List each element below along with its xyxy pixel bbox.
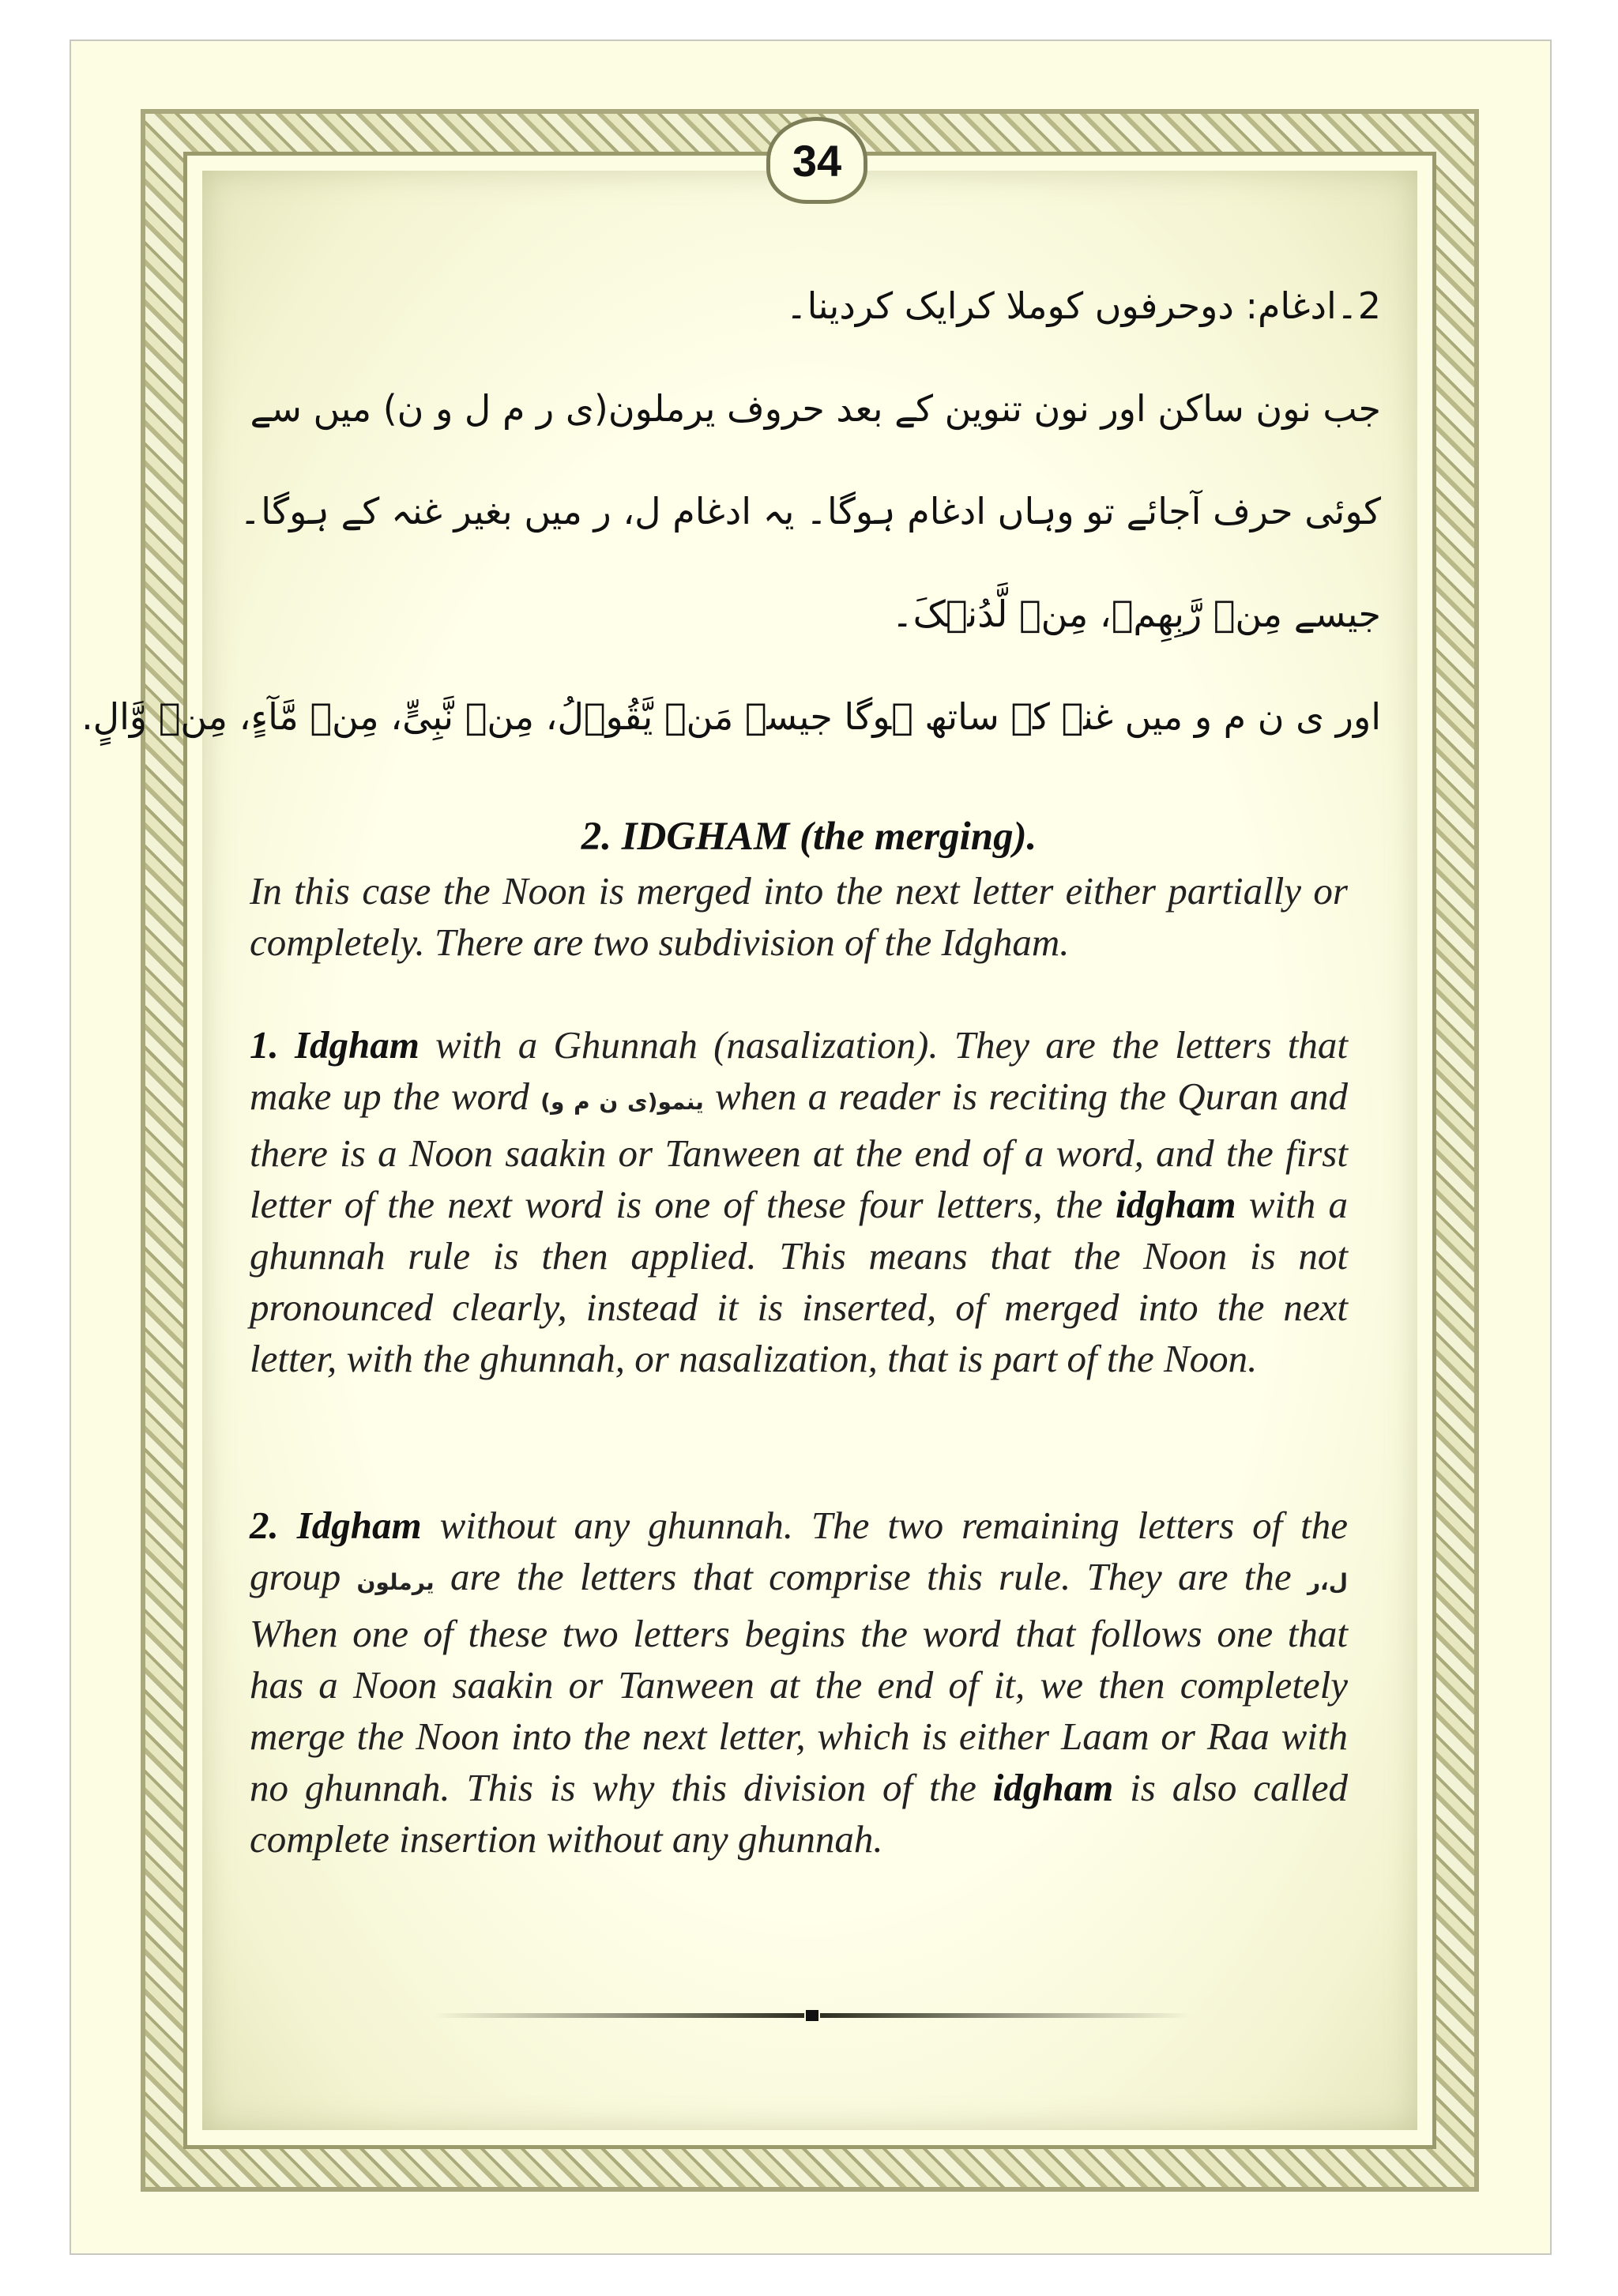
p2-lead: 2. Idgham xyxy=(250,1504,422,1547)
urdu-line-3: کوئی حرف آجائے تو وہاں ادغام ہوگا۔ یہ ادغام ل، ر میں بغیر غنہ کے ہوگا۔ xyxy=(239,490,1381,533)
intro-paragraph xyxy=(250,865,1348,968)
p2-text-d: is also called complete insertion without any ghunnah. xyxy=(250,1766,1348,1861)
intro-text: In this case the Noon is merged into the next letter either partially or completely. There are two subdivision of the Idgham. xyxy=(250,869,1348,964)
urdu-line-5: اور ی ن م و میں غنہ کے ساتھ ہوگا جیسے مَنۡ یَّقُوۡلُ، مِنۡ نَّبِیٍّ، مِنۡ مَّآءٍ، مِنۡ وَّالٍ. xyxy=(81,695,1381,738)
divider-left-line xyxy=(433,2013,804,2018)
p1-text-b: when a reader is reciting the Quran and there is a Noon saakin or Tanween at the end of a word, and the first letter of the next word is one of these four letters, the xyxy=(250,1075,1349,1226)
urdu-line-2: جب نون ساکن اور نون تنوین کے بعد حروف یرملون(ی ر م ل و ن) میں سے xyxy=(250,387,1381,430)
p1-lead: 1. Idgham xyxy=(250,1023,420,1067)
p2-arabic-word: یرملون xyxy=(356,1569,435,1595)
page-number-badge xyxy=(766,117,867,204)
idgham-without-ghunnah-paragraph xyxy=(250,1500,1348,1865)
ornamental-divider xyxy=(433,2010,1191,2019)
p2-bold-idgham: idgham xyxy=(992,1766,1114,1809)
p1-text-c: with a ghunnah rule is then applied. This means that the Noon is not pronounced clearly, instead it is inserted, of merged into the next letter, with the ghunnah, or nasalization, that is part of the Noon. xyxy=(250,1183,1348,1380)
p2-text-b: are the letters that comprise this rule. They are the xyxy=(434,1555,1308,1598)
p1-bold-idgham: idgham xyxy=(1116,1183,1236,1226)
urdu-line-4: جیسے مِنۡ رَّبِھِمۡ، مِنۡ لَّدُنۡکَ۔ xyxy=(891,593,1381,635)
section-heading: 2. IDGHAM (the merging). xyxy=(581,815,1037,859)
p2-text-a: without any ghunnah. The two remaining letters of the group xyxy=(250,1504,1349,1598)
urdu-line-1: 2۔ادغام: دوحرفوں کوملا کرایک کردینا۔ xyxy=(785,284,1381,327)
p1-arabic-word: ینمو(ی ن م و) xyxy=(540,1089,704,1115)
page-number: 34 xyxy=(792,135,842,186)
p1-text-a: with a Ghunnah (nasalization). They are the letters that make up the word xyxy=(250,1023,1348,1118)
divider-right-line xyxy=(820,2013,1191,2018)
p2-text-c: When one of these two letters begins the word that follows one that has a Noon saakin or Tanween at the end of it, we then completely merge the Noon into the next letter, which is either Laam or Raa with no ghunnah. This is why this division of the xyxy=(250,1612,1348,1809)
idgham-with-ghunnah-paragraph xyxy=(250,1019,1348,1384)
divider-center-mark xyxy=(806,2010,818,2021)
p2-arabic-letters: ل،ر xyxy=(1307,1569,1348,1595)
